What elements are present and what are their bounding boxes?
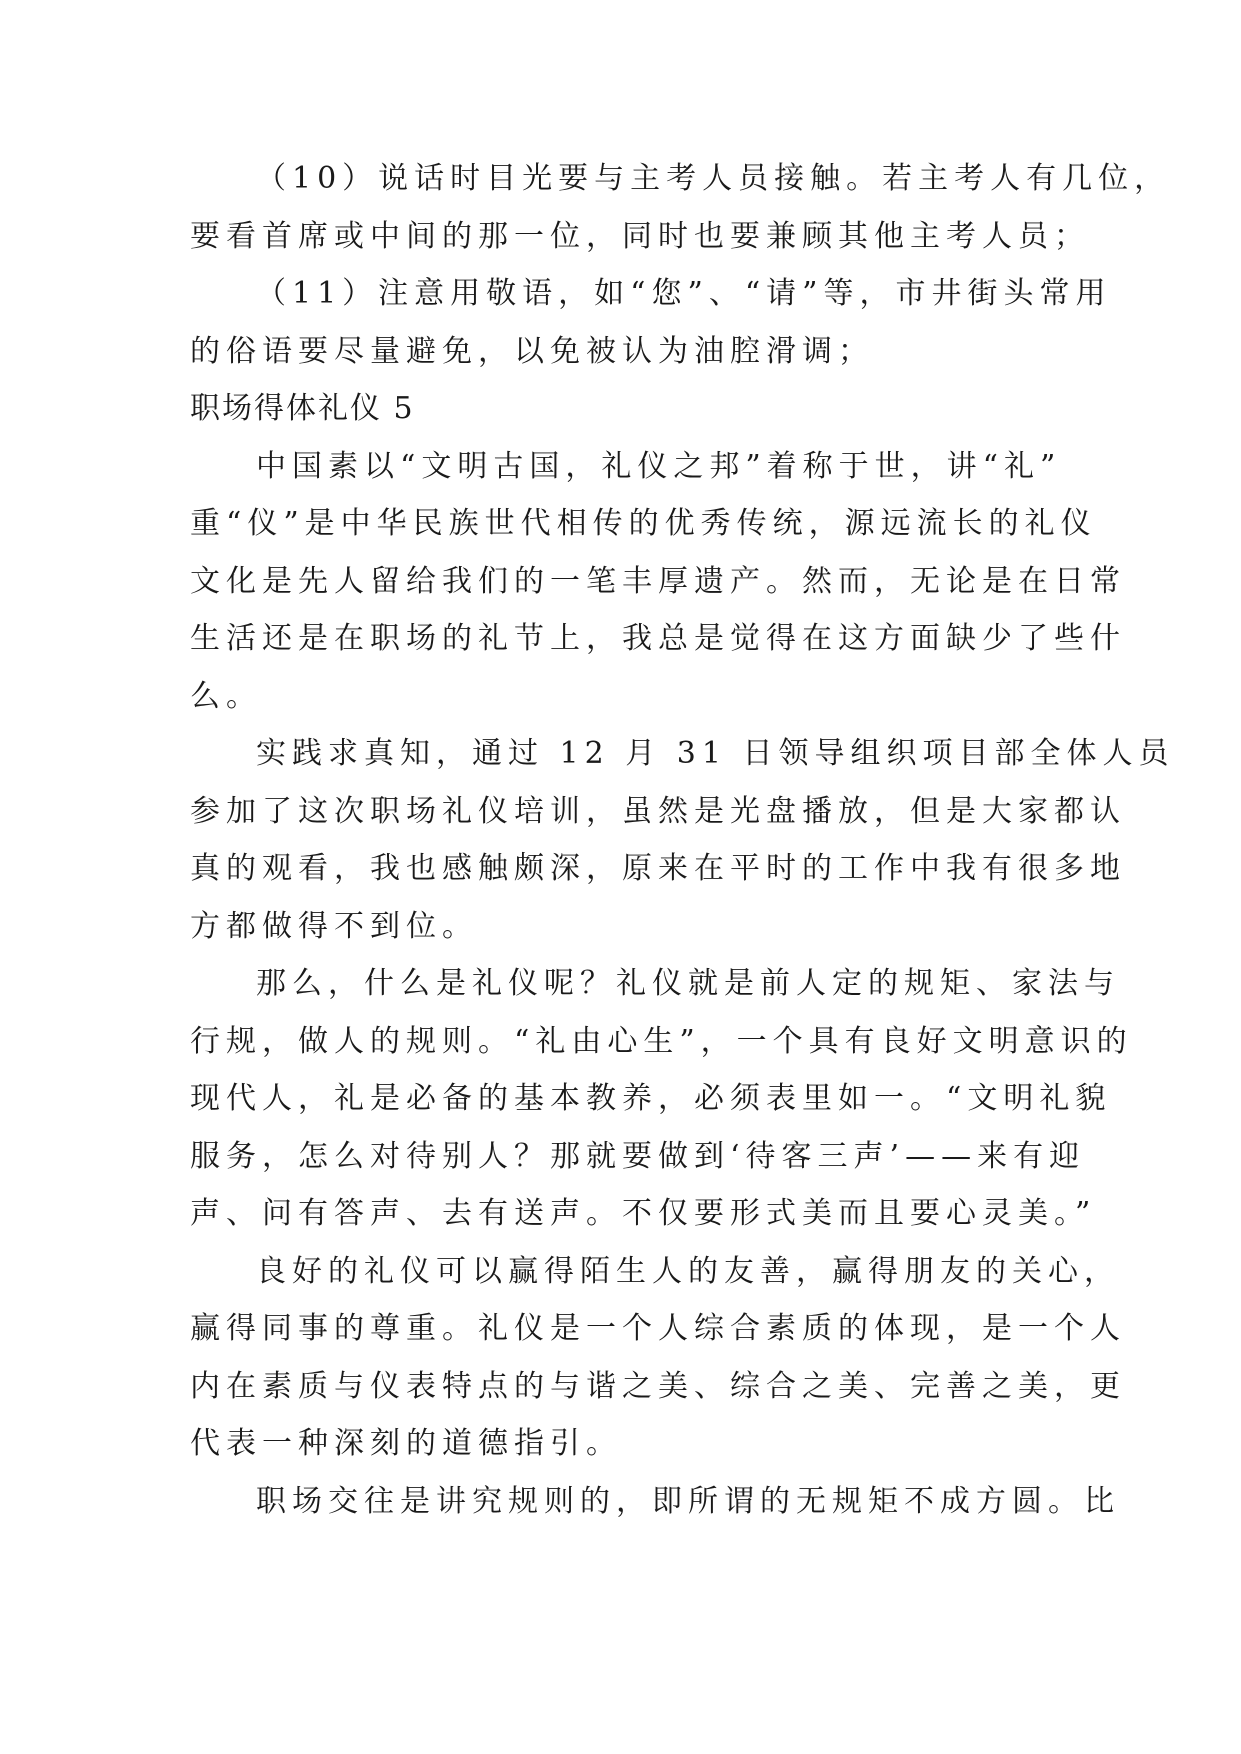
text-line: 服务，怎么对待别人？那就要做到‘待客三声’——来有迎 xyxy=(190,1138,1086,1174)
text-line: 文化是先人留给我们的一笔丰厚遗产。然而，无论是在日常 xyxy=(190,563,1126,599)
text-line: （11）注意用敬语，如“您”、“请”等，市井街头常用 xyxy=(256,276,1112,311)
text-line: 方都做得不到位。 xyxy=(190,908,478,944)
text-line: 么。 xyxy=(190,678,262,714)
text-line: 重“仪”是中华民族世代相传的优秀传统，源远流长的礼仪 xyxy=(190,506,1097,541)
text-line: 的俗语要尽量避免，以免被认为油腔滑调； xyxy=(190,333,874,369)
text-line: 声、问有答声、去有送声。不仅要形式美而且要心灵美。” xyxy=(190,1196,1097,1231)
text-line: 真的观看，我也感触颇深，原来在平时的工作中我有很多地 xyxy=(190,851,1126,886)
text-line: 代表一种深刻的道德指引。 xyxy=(190,1426,622,1461)
text-line: 要看首席或中间的那一位，同时也要兼顾其他主考人员； xyxy=(190,218,1090,254)
text-line: （10）说话时目光要与主考人员接触。若主考人有几位， xyxy=(256,161,1171,196)
text-line: 内在素质与仪表特点的与谐之美、综合之美、完善之美，更 xyxy=(190,1368,1126,1404)
text-line: 赢得同事的尊重。礼仪是一个人综合素质的体现，是一个人 xyxy=(190,1311,1126,1346)
text-line: 良好的礼仪可以赢得陌生人的友善，赢得朋友的关心， xyxy=(256,1253,1120,1289)
text-line: 职场交往是讲究规则的，即所谓的无规矩不成方圆。比 xyxy=(256,1483,1120,1519)
document-page xyxy=(190,160,1175,1540)
text-line: 实践求真知，通过 12 月 31 日领导组织项目部全体人员 xyxy=(256,736,1175,771)
text-line: 生活还是在职场的礼节上，我总是觉得在这方面缺少了些什 xyxy=(190,621,1126,656)
text-line: 行规，做人的规则。“礼由心生”，一个具有良好文明意识的 xyxy=(190,1023,1133,1059)
text-line: 那么，什么是礼仪呢？礼仪就是前人定的规矩、家法与 xyxy=(256,966,1120,1001)
text-line: 现代人，礼是必备的基本教养，必须表里如一。“文明礼貌 xyxy=(190,1081,1112,1116)
text-line: 中国素以“文明古国，礼仪之邦”着称于世，讲“礼” xyxy=(256,448,1062,484)
text-line: 参加了这次职场礼仪培训，虽然是光盘播放，但是大家都认 xyxy=(190,793,1126,829)
section-heading: 职场得体礼仪 5 xyxy=(190,391,415,426)
